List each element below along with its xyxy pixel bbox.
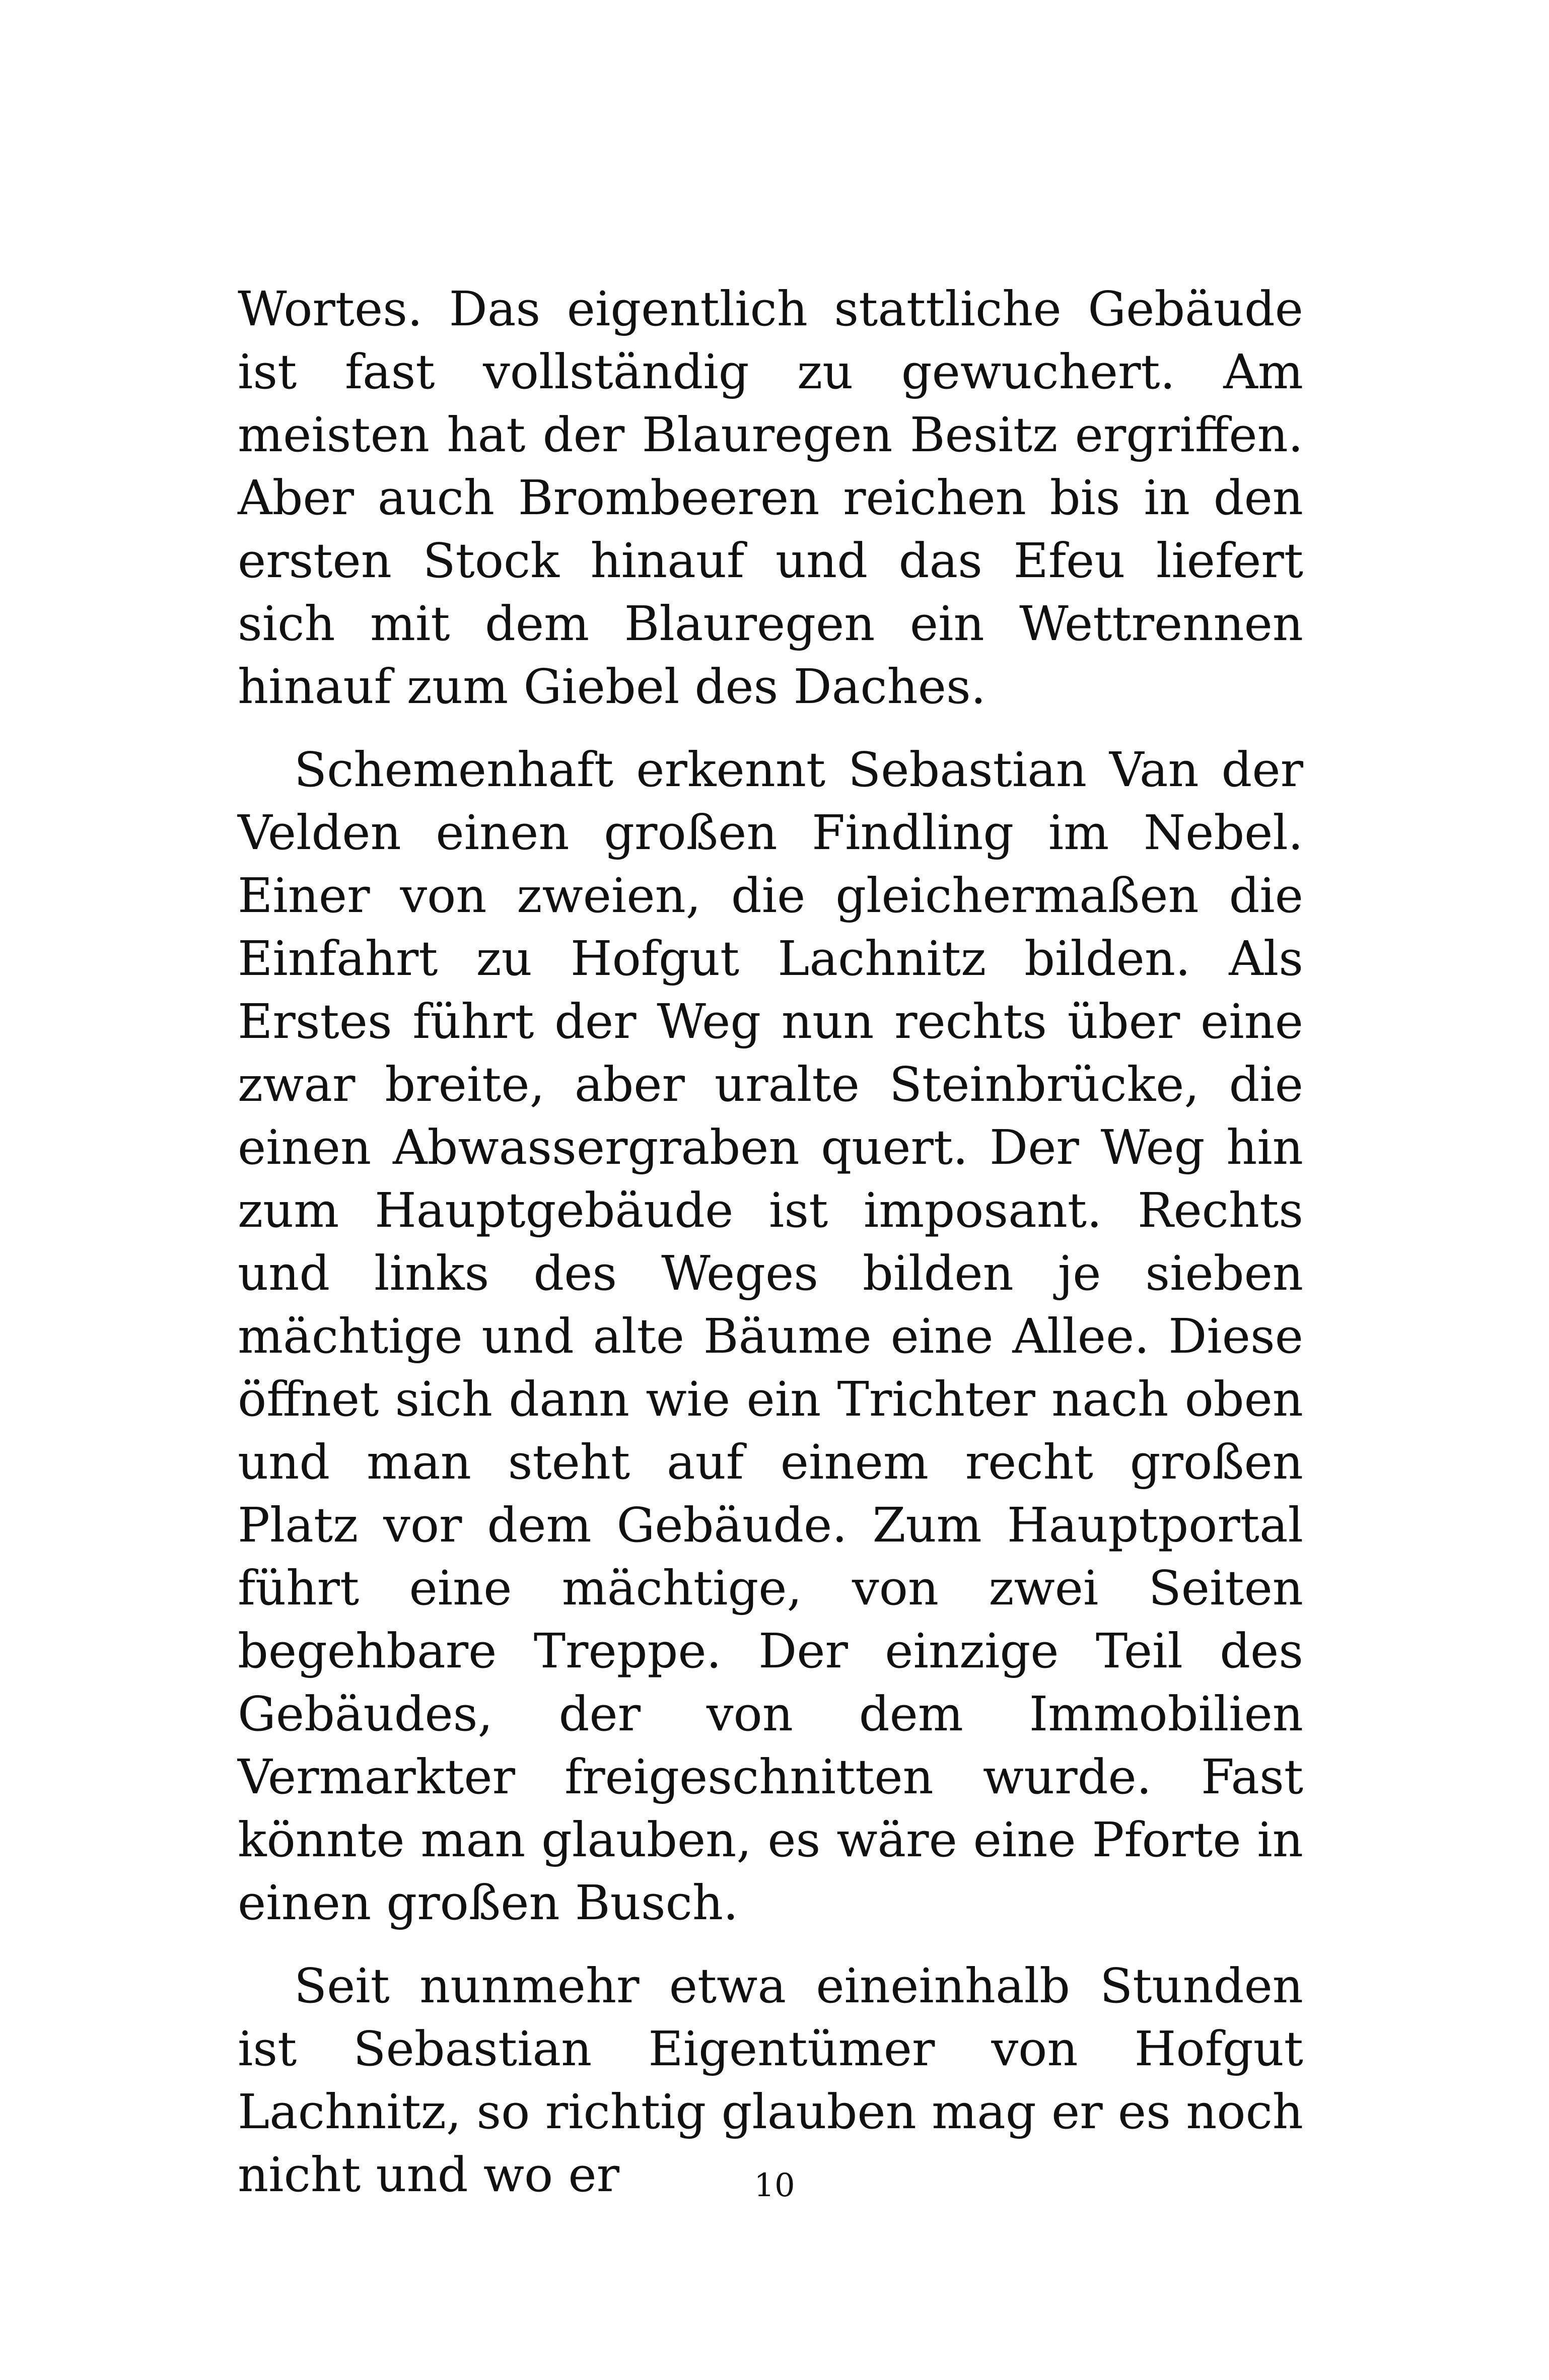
paragraph-2: Schemenhaft erkennt Sebastian Van der Velden einen großen Findling im Nebel. Einer von zweien, die gleichermaßen die Einfahrt zu Hofgut Lachnitz bilden. Als Erstes führt der Weg nun rechts über eine zwar breite, aber uralte Steinbrücke, die einen Abwassergraben quert. Der Weg hin zum Hauptgebäude ist imposant. Rechts und links des Weges bilden je sieben mächtige und alte Bäume eine Allee. Diese öffnet sich dann wie ein Trichter nach oben und man steht auf einem recht großen Platz vor dem Gebäude. Zum Hauptportal führt eine mächtige, von zwei Seiten begehbare Treppe. Der einzige Teil des Gebäudes, der von dem Immobilien Vermarkter freigeschnitten wurde. Fast könnte man glauben, es wäre eine Pforte in einen großen Busch. (238, 742, 1303, 1931)
body-text (238, 278, 1303, 2227)
paragraph-3: Seit nunmehr etwa eineinhalb Stunden ist Sebastian Eigentümer von Hofgut Lachnitz, so richtig glauben mag er es noch nicht und wo er (238, 1958, 1303, 2203)
page-number: 10 (754, 2167, 795, 2204)
paragraph-1: Wortes. Das eigentlich stattliche Gebäude ist fast vollständig zu gewuchert. Am meisten hat der Blauregen Besitz ergriffen. Aber auch Brombeeren reichen bis in den ersten Stock hinauf und das Efeu liefert sich mit dem Blauregen ein Wettrennen hinauf zum Giebel des Daches. (238, 282, 1303, 715)
